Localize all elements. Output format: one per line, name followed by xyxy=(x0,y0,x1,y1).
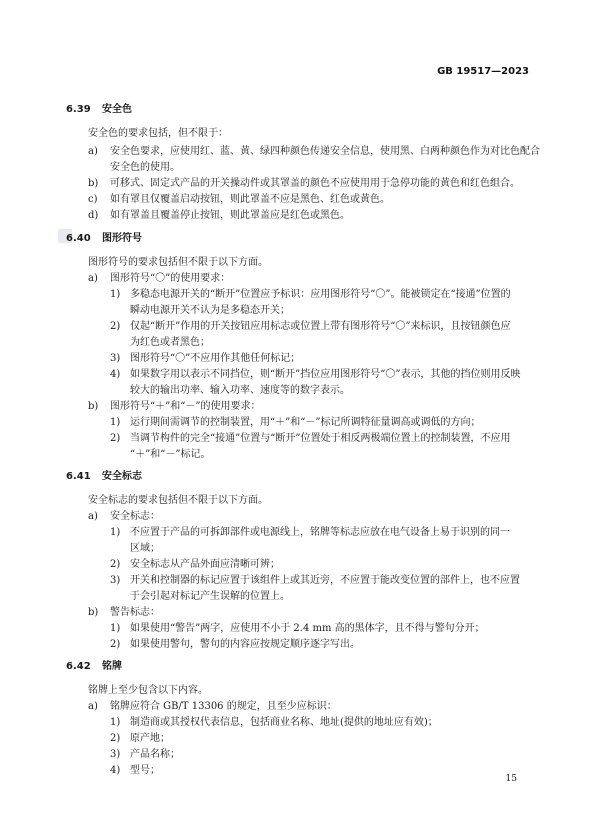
list-item-text: 如果数字用以表示不同挡位，则“断开”挡位应用图形符号“〇”表示，其他的挡位则用反映 xyxy=(130,369,521,380)
list-item-text: 图形符号“〇”不应用作其他任何标记； xyxy=(130,353,301,364)
list-marker: 1) xyxy=(110,717,121,728)
list-item-text: 安全色要求，应使用红、蓝、黄、绿四种颜色传递安全信息，使用黑、白两种颜色作为对比色配合 xyxy=(110,146,540,157)
section-number: 6.41 xyxy=(66,471,91,482)
list-item-text: 型号； xyxy=(130,765,160,776)
list-item-text: 多稳态电源开关的“断开”位置应予标识：应用图形符号“〇”。能被锁定在“接通”位置的 xyxy=(130,289,511,300)
list-marker: 1) xyxy=(110,527,121,538)
list-marker: 4) xyxy=(110,765,121,776)
standard-number: GB 19517—2023 xyxy=(437,66,529,77)
list-item-text: “＋”和“－”标记。 xyxy=(130,449,211,460)
paragraph: 安全色的要求包括，但不限于： xyxy=(88,128,228,139)
list-marker: 2) xyxy=(110,559,121,570)
list-item-text: 开关和控制器的标记应置于该组件上或其近旁，不应置于能改变位置的部件上，也不应置 xyxy=(130,575,520,586)
list-marker: 2) xyxy=(110,321,121,332)
section-title: 铭牌 xyxy=(102,661,122,672)
list-item-text: 可移式、固定式产品的开关操动件或其罩盖的颜色不应使用用于急停功能的黄色和红色组合。 xyxy=(110,178,520,189)
list-marker: a) xyxy=(88,146,98,157)
paragraph: 安全标志的要求包括但不限于以下方面。 xyxy=(88,495,268,506)
list-item-text: 原产地； xyxy=(130,733,170,744)
section-number: 6.39 xyxy=(66,104,91,115)
section-number: 6.42 xyxy=(66,661,91,672)
list-marker: 3) xyxy=(110,575,121,586)
list-marker: 2) xyxy=(110,433,121,444)
list-marker: 2) xyxy=(110,733,121,744)
list-item-text: 图形符号“＋”和“－”的使用要求： xyxy=(110,401,261,412)
list-marker: c) xyxy=(88,194,98,205)
list-item-text: 运行期间需调节的控制装置，用“＋”和“－”标记所调特征量调高或调低的方向； xyxy=(130,417,481,428)
list-item-text: 当调节构件的完全“接通”位置与“断开”位置处于相反两极端位置上的控制装置，不应用 xyxy=(130,433,511,444)
list-marker: 1) xyxy=(110,623,121,634)
section-number: 6.40 xyxy=(66,233,91,244)
list-item-text: 瞬动电源开关不认为是多稳态开关； xyxy=(130,305,290,316)
list-marker: d) xyxy=(88,210,99,221)
list-item-text: 制造商或其授权代表信息，包括商业名称、地址(提供的地址应有效)； xyxy=(130,717,438,728)
list-marker: a) xyxy=(88,273,98,284)
list-item-text: 仅起“断开”作用的开关按钮应用标志或位置上带有图形符号“〇”来标识，且按钮颜色应 xyxy=(130,321,511,332)
list-item-text: 安全标志从产品外面应清晰可辨； xyxy=(130,559,280,570)
list-item-text: 为红色或者黑色； xyxy=(130,337,210,348)
list-marker: 4) xyxy=(110,369,121,380)
page-number: 15 xyxy=(505,774,517,784)
list-marker: 2) xyxy=(110,639,121,650)
list-marker: a) xyxy=(88,511,98,522)
list-item-text: 于会引起对标记产生误解的位置上。 xyxy=(130,591,290,602)
paragraph: 图形符号的要求包括但不限于以下方面。 xyxy=(88,257,268,268)
section-title: 安全色 xyxy=(102,104,132,115)
list-marker: 3) xyxy=(110,749,121,760)
section-title: 图形符号 xyxy=(102,233,142,244)
list-item-text: 安全色的使用。 xyxy=(110,162,180,173)
list-item-text: 较大的输出功率、输入功率、速度等的数字表示。 xyxy=(130,385,350,396)
list-item-text: 安全标志： xyxy=(110,511,160,522)
list-item-text: 如果使用警句，警句的内容应按规定顺序逐字写出。 xyxy=(130,639,360,650)
list-marker: b) xyxy=(88,401,99,412)
list-item-text: 图形符号“〇”的使用要求： xyxy=(110,273,231,284)
list-item-text: 如有罩盖且覆盖停止按钮，则此罩盖应是红色或黑色。 xyxy=(110,210,350,221)
list-item-text: 如果使用“警告”两字，应使用不小于 2.4 mm 高的黑体字，且不得与警句分开； xyxy=(130,623,485,634)
list-marker: 3) xyxy=(110,353,121,364)
list-marker: a) xyxy=(88,701,98,712)
list-item-text: 产品名称； xyxy=(130,749,180,760)
list-item-text: 铭牌应符合 GB/T 13306 的规定，且至少应标识： xyxy=(110,701,337,712)
list-marker: 1) xyxy=(110,289,121,300)
list-item-text: 区域； xyxy=(130,543,160,554)
list-item-text: 如有罩且仅覆盖启动按钮，则此罩盖不应是黑色、红色或黄色。 xyxy=(110,194,390,205)
list-marker: b) xyxy=(88,607,99,618)
list-marker: b) xyxy=(88,178,99,189)
paragraph: 铭牌上至少包含以下内容。 xyxy=(88,685,208,696)
list-marker: 1) xyxy=(110,417,121,428)
list-item-text: 不应置于产品的可拆卸部件或电源线上，铭牌等标志应放在电气设备上易于识别的同一 xyxy=(130,527,510,538)
section-title: 安全标志 xyxy=(102,471,142,482)
list-item-text: 警告标志： xyxy=(110,607,160,618)
